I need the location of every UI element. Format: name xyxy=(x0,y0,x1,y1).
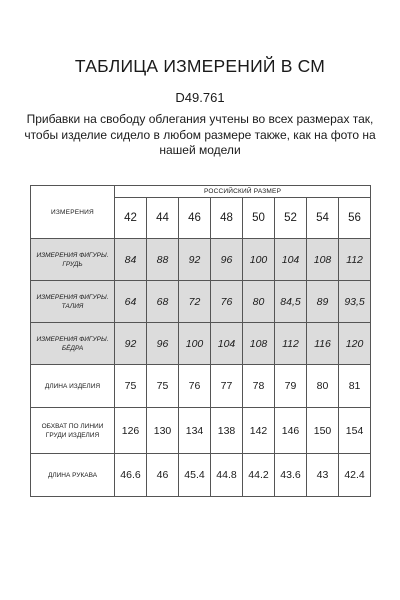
size-header: 54 xyxy=(307,198,339,239)
table-cell: 44.8 xyxy=(211,454,243,497)
table-cell: 150 xyxy=(307,408,339,454)
table-cell: 68 xyxy=(147,281,179,323)
table-cell: 146 xyxy=(275,408,307,454)
table-cell: 89 xyxy=(307,281,339,323)
row-label: ИЗМЕРЕНИЯ ФИГУРЫ. ТАЛИЯ xyxy=(31,281,115,323)
article-number: D49.761 xyxy=(175,90,225,105)
table-cell: 75 xyxy=(147,365,179,408)
table-cell: 130 xyxy=(147,408,179,454)
table-cell: 44.2 xyxy=(243,454,275,497)
row-label: ДЛИНА РУКАВА xyxy=(31,454,115,497)
table-cell: 76 xyxy=(179,365,211,408)
table-row xyxy=(31,454,371,497)
table-cell: 88 xyxy=(147,239,179,281)
table-cell: 138 xyxy=(211,408,243,454)
table-cell: 75 xyxy=(115,365,147,408)
table-cell: 79 xyxy=(275,365,307,408)
row-label: ИЗМЕРЕНИЯ ФИГУРЫ. ГРУДЬ xyxy=(31,239,115,281)
table-cell: 108 xyxy=(243,323,275,365)
table-row xyxy=(31,323,371,365)
table-cell: 154 xyxy=(339,408,371,454)
page-title: ТАБЛИЦА ИЗМЕРЕНИЙ В СМ xyxy=(74,56,326,76)
table-cell: 134 xyxy=(179,408,211,454)
table-cell: 96 xyxy=(147,323,179,365)
table-cell: 42.4 xyxy=(339,454,371,497)
size-table xyxy=(30,185,371,497)
table-cell: 78 xyxy=(243,365,275,408)
row-label: ДЛИНА ИЗДЕЛИЯ xyxy=(31,365,115,408)
table-cell: 112 xyxy=(275,323,307,365)
table-cell: 46 xyxy=(147,454,179,497)
table-cell: 126 xyxy=(115,408,147,454)
size-header: 42 xyxy=(115,198,147,239)
table-cell: 64 xyxy=(115,281,147,323)
table-cell: 104 xyxy=(211,323,243,365)
table-cell: 80 xyxy=(307,365,339,408)
size-header: 46 xyxy=(179,198,211,239)
table-row xyxy=(31,365,371,408)
table-cell: 112 xyxy=(339,239,371,281)
table-cell: 80 xyxy=(243,281,275,323)
table-cell: 100 xyxy=(179,323,211,365)
table-cell: 45.4 xyxy=(179,454,211,497)
table-cell: 76 xyxy=(211,281,243,323)
table-cell: 116 xyxy=(307,323,339,365)
table-cell: 142 xyxy=(243,408,275,454)
row-label: ОБХВАТ ПО ЛИНИИ ГРУДИ ИЗДЕЛИЯ xyxy=(31,408,115,454)
table-cell: 43 xyxy=(307,454,339,497)
table-cell: 46.6 xyxy=(115,454,147,497)
table-cell: 81 xyxy=(339,365,371,408)
table-cell: 92 xyxy=(179,239,211,281)
row-label: ИЗМЕРЕНИЯ ФИГУРЫ. БЁДРА xyxy=(31,323,115,365)
table-cell: 108 xyxy=(307,239,339,281)
size-header: 44 xyxy=(147,198,179,239)
size-header: 50 xyxy=(243,198,275,239)
measure-header: ИЗМЕРЕНИЯ xyxy=(31,186,115,239)
table-row xyxy=(31,408,371,454)
fit-note: Прибавки на свободу облегания учтены во всех размерах так, чтобы изделие сидело в любом размере также, как на фото на нашей модели xyxy=(24,112,376,157)
table-cell: 100 xyxy=(243,239,275,281)
table-cell: 84 xyxy=(115,239,147,281)
size-header: 56 xyxy=(339,198,371,239)
table-row xyxy=(31,239,371,281)
table-cell: 93,5 xyxy=(339,281,371,323)
table-row xyxy=(31,281,371,323)
size-header: 52 xyxy=(275,198,307,239)
table-cell: 43.6 xyxy=(275,454,307,497)
table-cell: 72 xyxy=(179,281,211,323)
size-header: 48 xyxy=(211,198,243,239)
table-header-row-1 xyxy=(31,186,371,198)
table-cell: 92 xyxy=(115,323,147,365)
table-cell: 84,5 xyxy=(275,281,307,323)
size-group-header: РОССИЙСКИЙ РАЗМЕР xyxy=(115,186,371,198)
table-cell: 120 xyxy=(339,323,371,365)
table-cell: 96 xyxy=(211,239,243,281)
table-cell: 77 xyxy=(211,365,243,408)
table-cell: 104 xyxy=(275,239,307,281)
